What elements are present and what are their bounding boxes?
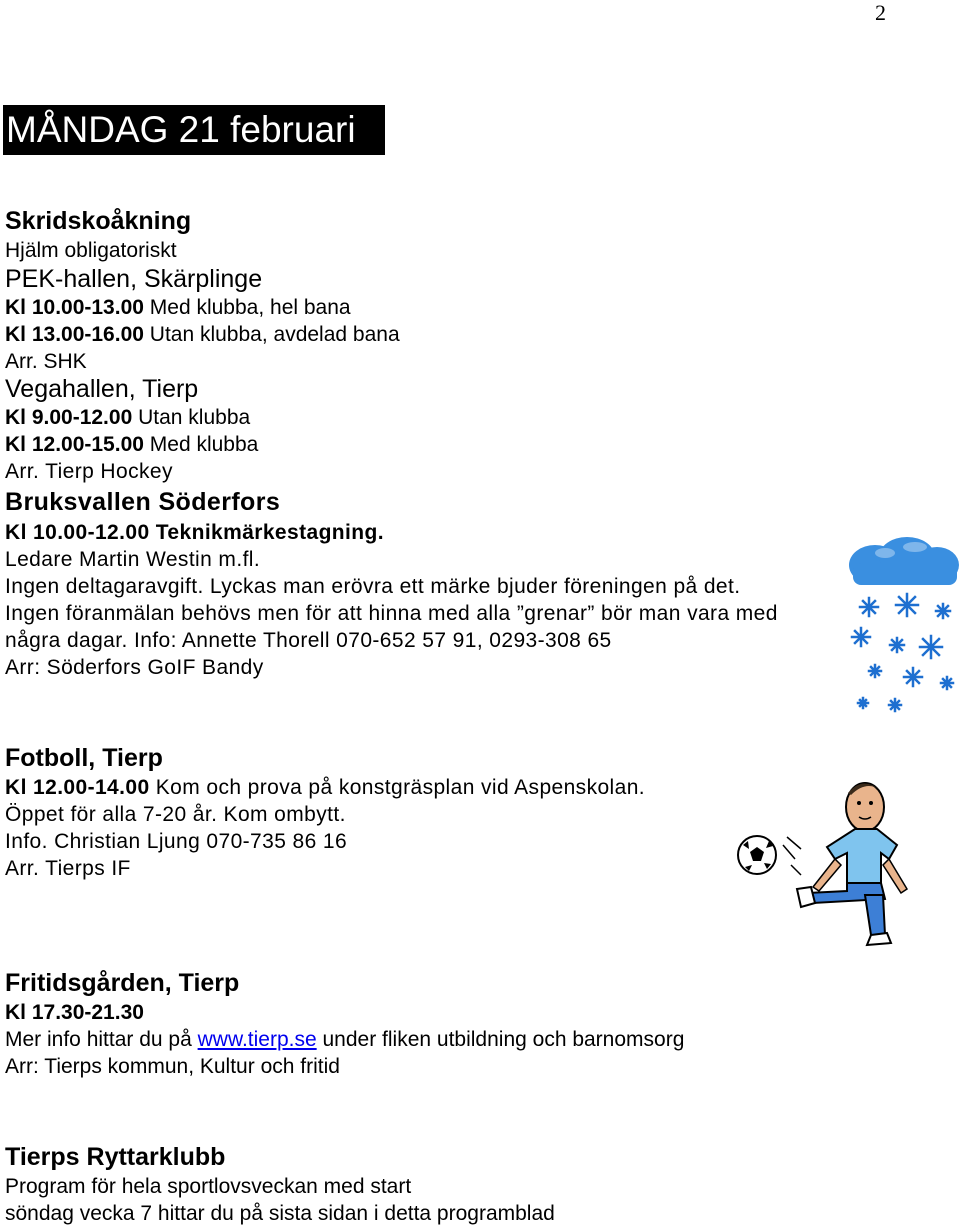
pek-time-1: Kl 10.00-13.00 Med klubba, hel bana <box>5 296 351 319</box>
football-arranger: Arr. Tierps IF <box>5 857 131 880</box>
page-number: 2 <box>875 0 886 25</box>
football-section <box>5 742 645 882</box>
riding-section <box>5 1141 555 1227</box>
venue-bruksvallen: Bruksvallen Söderfors <box>5 488 281 516</box>
bruksvallen-registration: Ingen föranmälan behövs men för att hinna med alla ”grenar” bör man vara med <box>5 602 778 625</box>
vega-time-1: Kl 9.00-12.00 Utan klubba <box>5 406 251 429</box>
youth-center-arranger: Arr: Tierps kommun, Kultur och fritid <box>5 1055 340 1078</box>
bruksvallen-arranger: Arr: Söderfors GoIF Bandy <box>5 656 264 679</box>
tierp-website-link[interactable]: www.tierp.se <box>197 1028 317 1051</box>
youth-center-section <box>5 967 684 1080</box>
helmet-note: Hjälm obligatoriskt <box>5 239 177 262</box>
football-time: Kl 12.00-14.00 Kom och prova på konstgräsplan vid Aspenskolan. <box>5 776 646 799</box>
riding-line-2: söndag vecka 7 hittar du på sista sidan i detta programblad <box>5 1202 555 1225</box>
youth-center-time: Kl 17.30-21.30 <box>5 1001 144 1024</box>
vega-arranger: Arr. Tierp Hockey <box>5 460 173 483</box>
pek-arranger: Arr. SHK <box>5 350 87 373</box>
snow-cloud-icon <box>845 535 960 715</box>
soccer-ball-icon <box>738 836 776 874</box>
bruksvallen-time: Kl 10.00-12.00 Teknikmärkestagning. <box>5 521 384 544</box>
skating-title: Skridskoåkning <box>5 207 192 235</box>
football-info: Info. Christian Ljung 070-735 86 16 <box>5 830 348 853</box>
riding-line-1: Program för hela sportlovsveckan med start <box>5 1175 412 1198</box>
pek-time-2: Kl 13.00-16.00 Utan klubba, avdelad bana <box>5 323 400 346</box>
youth-center-title: Fritidsgården, Tierp <box>5 969 240 997</box>
bruksvallen-fee: Ingen deltagaravgift. Lyckas man erövra ett märke bjuder föreningen på det. <box>5 575 741 598</box>
venue-vegahallen: Vegahallen, Tierp <box>5 375 199 403</box>
venue-pek-hallen: PEK-hallen, Skärplinge <box>5 265 263 293</box>
football-eligibility: Öppet för alla 7-20 år. Kom ombytt. <box>5 803 346 826</box>
skating-section <box>5 205 778 681</box>
football-title: Fotboll, Tierp <box>5 744 163 772</box>
riding-title: Tierps Ryttarklubb <box>5 1143 226 1171</box>
youth-center-info: Mer info hittar du på www.tierp.se under fliken utbildning och barnomsorg <box>5 1028 685 1051</box>
bruksvallen-leader: Ledare Martin Westin m.fl. <box>5 548 261 571</box>
bruksvallen-info: några dagar. Info: Annette Thorell 070-652 57 91, 0293-308 65 <box>5 629 612 652</box>
soccer-kid-icon <box>735 775 950 950</box>
day-heading: MÅNDAG 21 februari <box>3 105 385 155</box>
vega-time-2: Kl 12.00-15.00 Med klubba <box>5 433 259 456</box>
